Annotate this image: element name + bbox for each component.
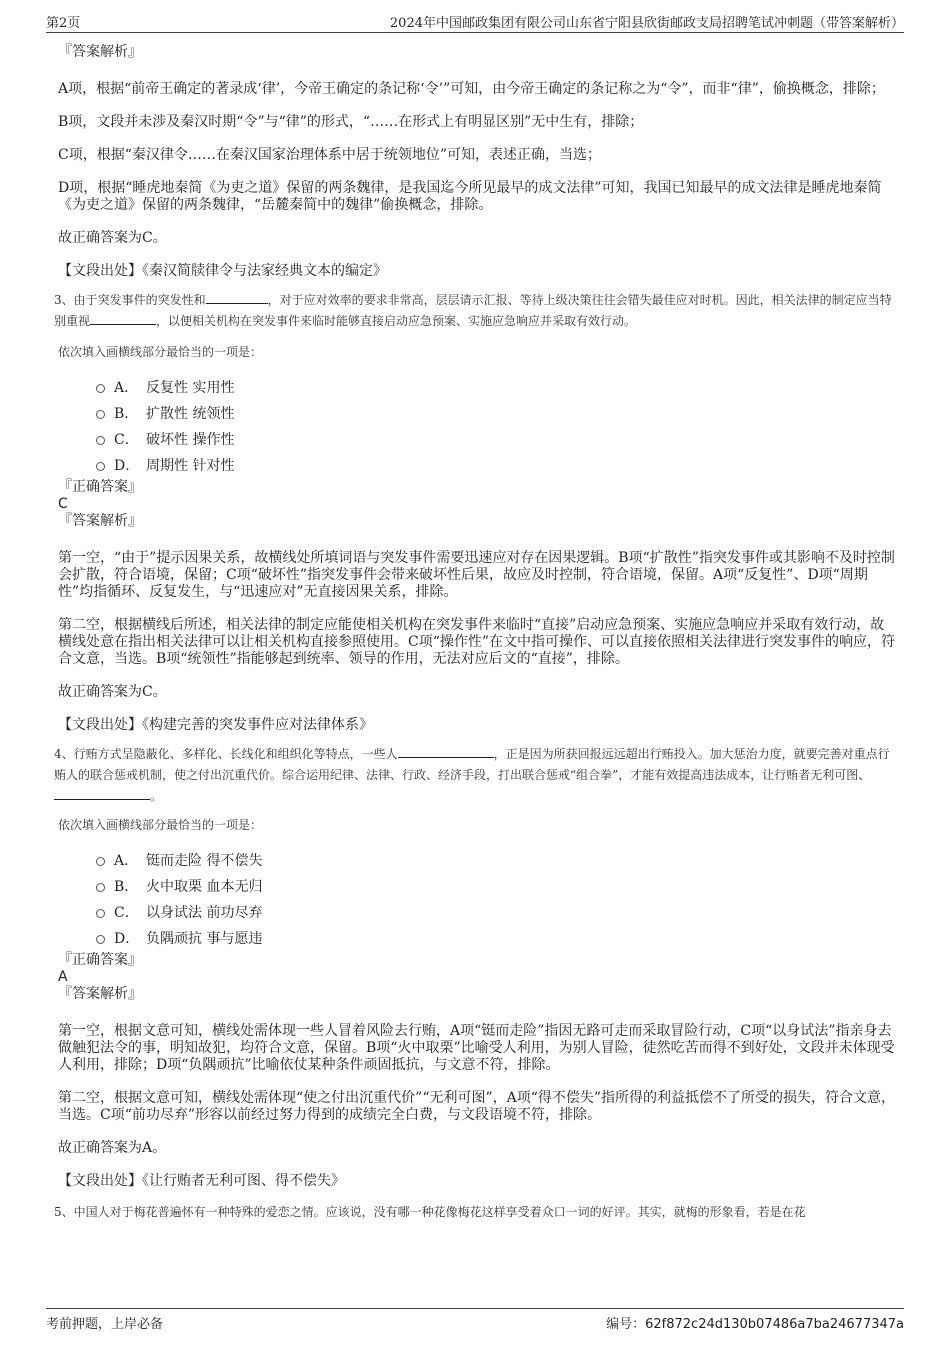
radio-icon[interactable] xyxy=(96,935,105,944)
option-list xyxy=(96,848,898,952)
option-d[interactable]: D． 周期性 针对性 xyxy=(96,453,898,479)
option-c[interactable]: C． 破坏性 操作性 xyxy=(96,427,898,453)
analysis-paragraph: B项，文段并未涉及秦汉时期“令”与“律”的形式，“……在形式上有明显区别”无中生有，排除； xyxy=(58,114,644,130)
answer-conclusion: 故正确答案为C。 xyxy=(58,684,167,700)
radio-icon[interactable] xyxy=(96,883,105,892)
fill-blank xyxy=(90,312,156,325)
correct-answer-heading: 『正确答案』 xyxy=(58,952,142,968)
source-citation: 【文段出处】《秦汉简牍律令与法家经典文本的编定》 xyxy=(58,263,387,279)
question-prompt: 依次填入画横线部分最恰当的一项是： xyxy=(58,345,263,359)
correct-answer-heading: 『正确答案』 xyxy=(58,479,142,495)
page-footer xyxy=(46,1308,904,1332)
analysis-paragraph: 第一空，“由于”提示因果关系，故横线处所填词语与突发事件需要迅速应对存在因果逻辑。B项“扩散性”指突发事件或其影响不及时控制会扩散，符合语境，保留；C项“破坏性”指突发事件会带来破坏性后果，故应及时控制，符合语境，保留。A项“反复性”、D项“周期性”均指循环、反复发生，与“迅速应对”无直接因果关系，排除。 xyxy=(58,550,895,600)
option-c[interactable]: C． 以身试法 前功尽弃 xyxy=(96,900,898,926)
question-prompt: 依次填入画横线部分最恰当的一项是： xyxy=(58,818,263,832)
radio-icon[interactable] xyxy=(96,857,105,866)
page-number: 第2页 xyxy=(46,16,81,31)
option-a[interactable]: A． 反复性 实用性 xyxy=(96,375,898,401)
analysis-paragraph: 第一空，根据文意可知，横线处需体现一些人冒着风险去行贿，A项“铤而走险”指因无路可走而采取冒险行动，C项“以身试法”指亲身去做触犯法令的事，明知故犯，均符合文意，保留。B项“火中取栗”比喻受人利用，为别人冒险，徒然吃苦而得不到好处，文段并未体现受人利用，排除；D项“负隅顽抗”比喻依仗某种条件顽固抵抗，与文意不符，排除。 xyxy=(58,1023,895,1073)
source-citation: 【文段出处】《构建完善的突发事件应对法律体系》 xyxy=(58,717,373,733)
analysis-heading: 『答案解析』 xyxy=(58,513,142,529)
option-d[interactable]: D． 负隅顽抗 事与愿违 xyxy=(96,926,898,952)
footer-slogan: 考前押题，上岸必备 xyxy=(46,1317,164,1332)
radio-icon[interactable] xyxy=(96,462,105,471)
radio-icon[interactable] xyxy=(96,436,105,445)
answer-conclusion: 故正确答案为C。 xyxy=(58,230,167,246)
analysis-heading: 『答案解析』 xyxy=(58,44,142,60)
question-5-stem: 5、中国人对于梅花普遍怀有一种特殊的爱恋之情。应该说，没有哪一种花像梅花这样享受着众口一词的好评。其实，就梅的形象看，若是在花 xyxy=(54,1205,806,1219)
document-code: 编号：62f872c24d130b07486a7ba24677347a xyxy=(606,1317,904,1332)
analysis-paragraph: D项，根据“睡虎地秦简《为吏之道》保留的两条魏律，是我国迄今所见最早的成文法律”可知，我国已知最早的成文法律是睡虎地秦简《为吏之道》保留的两条魏律，“岳麓秦简中的魏律”偷换概念，排除。 xyxy=(58,180,882,213)
radio-icon[interactable] xyxy=(96,410,105,419)
source-citation: 【文段出处】《让行贿者无利可图、得不偿失》 xyxy=(58,1173,345,1189)
analysis-paragraph: C项，根据“秦汉律令……在秦汉国家治理体系中居于统领地位”可知，表述正确，当选； xyxy=(58,147,602,163)
correct-answer: A xyxy=(58,969,68,985)
analysis-paragraph: A项，根据“前帝王确定的著录成‘律’，今帝王确定的条记称‘令’”可知，由今帝王确定的条记称之为“令”，而非“律”，偷换概念，排除； xyxy=(58,81,885,97)
option-b[interactable]: B． 火中取栗 血本无归 xyxy=(96,874,898,900)
question-3-stem: 3、由于突发事件的突发性和 ，对于应对效率的要求非常高，层层请示汇报、等待上级决策往往会错失最佳应对时机。因此，相关法律的制定应当特别重视 ，以便相关机构在突发事件来临时能够直接启动应急预案、实施应急响应并采取有效行动。 xyxy=(54,293,892,328)
page-header xyxy=(46,10,904,33)
fill-blank xyxy=(54,787,150,800)
radio-icon[interactable] xyxy=(96,909,105,918)
answer-conclusion: 故正确答案为A。 xyxy=(58,1140,167,1156)
page-content xyxy=(54,44,898,1223)
radio-icon[interactable] xyxy=(96,384,105,393)
question-4-stem: 4、行贿方式呈隐蔽化、多样化、长线化和组织化等特点，一些人 ，正是因为所获回报远远超出行贿投入。加大惩治力度，就要完善对重点行贿人的联合惩戒机制，使之付出沉重代价。综合运用纪律、法律、行政、经济手段，打出联合惩戒“组合拳”，才能有效提高违法成本，让行贿者无利可图、。 xyxy=(54,747,890,803)
analysis-paragraph: 第二空，根据文意可知，横线处需体现“使之付出沉重代价”“无利可图”，A项“得不偿失”指所得的利益抵偿不了所受的损失，符合文意，当选。C项“前功尽弃”形容以前经过努力得到的成绩完全白费，与文段语境不符，排除。 xyxy=(58,1090,896,1123)
option-list xyxy=(96,375,898,479)
analysis-paragraph: 第二空，根据横线后所述，相关法律的制定应能使相关机构在突发事件来临时“直接”启动应急预案、实施应急响应并采取有效行动，故横线处意在指出相关法律可以让相关机构直接参照使用。C项“操作性”在文中指可操作、可以直接依照相关法律进行突发事件的响应，符合文意，当选。B项“统领性”指能够起到统率、领导的作用，无法对应后文的“直接”，排除。 xyxy=(58,617,896,667)
fill-blank xyxy=(206,291,268,304)
option-a[interactable]: A． 铤而走险 得不偿失 xyxy=(96,848,898,874)
option-b[interactable]: B． 扩散性 统领性 xyxy=(96,401,898,427)
fill-blank xyxy=(398,745,494,758)
document-title: 2024年中国邮政集团有限公司山东省宁阳县欣街邮政支局招聘笔试冲刺题（带答案解析） xyxy=(389,16,904,31)
analysis-heading: 『答案解析』 xyxy=(58,986,142,1002)
correct-answer: C xyxy=(58,496,68,512)
